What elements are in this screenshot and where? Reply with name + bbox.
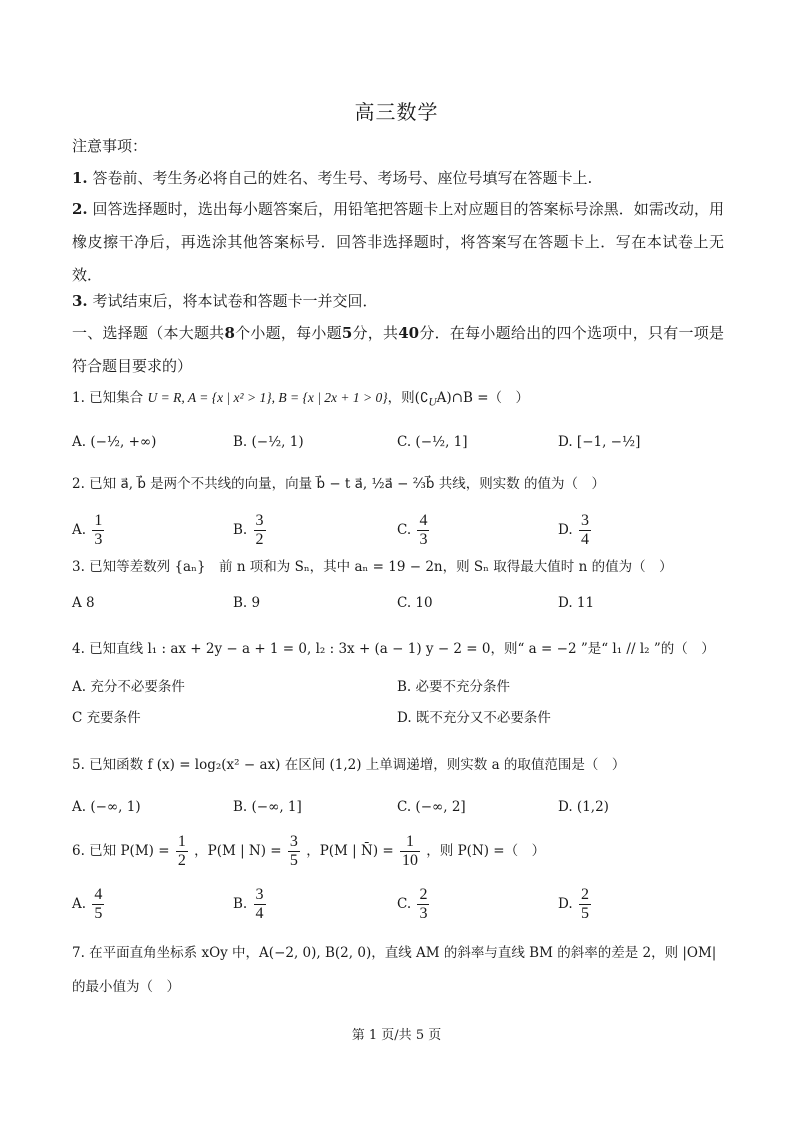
fraction xyxy=(92,886,104,923)
section-heading-lead: 一、选择题（本大题共 xyxy=(72,324,225,342)
question-3-option-a: A 8 xyxy=(72,595,95,611)
question-6 xyxy=(72,833,545,870)
question-7-line-2: 的最小值为（ ） xyxy=(72,979,180,995)
option-label: A. xyxy=(72,522,87,538)
fraction xyxy=(417,512,429,549)
option-label: B. xyxy=(233,896,248,912)
option-label: D. xyxy=(558,522,573,538)
question-6-stem-c: ，P(M | N̄) = xyxy=(306,843,394,859)
denominator: 5 xyxy=(580,905,589,922)
question-5-option-a: A. (−∞, 1) xyxy=(72,799,141,815)
question-2: 2. 已知 a⃗, b⃗ 是两个不共线的向量，向量 b⃗ − t a⃗, ½a⃗ − ⅔b⃗ 共线，则实数 的值为（ ） xyxy=(72,476,605,492)
question-1-option-a: A. (−½, +∞) xyxy=(72,434,157,450)
question-6-option-b xyxy=(233,886,268,923)
numerator: 3 xyxy=(255,512,264,529)
question-1 xyxy=(72,386,529,415)
question-5-option-b: B. (−∞, 1] xyxy=(233,799,302,815)
notice-item-2-number: 2. xyxy=(72,200,88,218)
numerator: 3 xyxy=(580,512,589,529)
section-points-each: 5 xyxy=(341,324,353,342)
question-4-option-b: B. 必要不充分条件 xyxy=(397,679,511,695)
question-3-option-d: D. 11 xyxy=(558,595,595,611)
question-2-option-b xyxy=(233,512,268,549)
notice-item-3 xyxy=(72,285,724,318)
notice-item-3-text: 考试结束后，将本试卷和答题卡一并交回． xyxy=(92,292,378,310)
section-heading-mid2: 分，共 xyxy=(352,324,399,342)
option-label: A. xyxy=(72,896,87,912)
section-heading-mid1: 个小题，每小题 xyxy=(234,324,342,342)
question-5-option-c: C. (−∞, 2] xyxy=(397,799,466,815)
notice-heading: 注意事项： xyxy=(72,137,148,155)
numerator: 2 xyxy=(580,886,589,903)
question-1-option-c: C. (−½, 1] xyxy=(397,434,468,450)
question-6-option-d xyxy=(558,886,593,923)
denominator: 3 xyxy=(94,531,103,548)
question-1-option-d: D. [−1, −½] xyxy=(558,434,641,450)
notice-item-3-number: 3. xyxy=(72,292,88,310)
question-2-option-d xyxy=(558,512,593,549)
question-6-stem-d: ，则 P(N) =（ ） xyxy=(426,843,546,859)
fraction xyxy=(254,512,266,549)
notice-item-2 xyxy=(72,193,724,292)
option-label: D. xyxy=(558,896,573,912)
denominator: 10 xyxy=(402,852,418,869)
question-5: 5. 已知函数 f (x) = log₂(x² − ax) 在区间 (1,2) 上单调递增，则实数 a 的取值范围是（ ） xyxy=(72,757,626,773)
question-2-option-c xyxy=(397,512,431,549)
denominator: 2 xyxy=(255,531,264,548)
question-4-option-c: C 充要条件 xyxy=(72,710,141,726)
notice-item-1-number: 1. xyxy=(72,169,88,187)
question-1-sub: U xyxy=(428,396,437,409)
question-1-math: U = R, A = {x | x² > 1}, B = {x | 2x + 1 > 0} xyxy=(147,390,388,405)
numerator: 3 xyxy=(255,886,264,903)
section-heading-tail: 分．在每小题给出的四个选项中，只有一项是符合题目要求的） xyxy=(72,324,724,375)
fraction xyxy=(288,833,300,870)
option-label: C. xyxy=(397,896,412,912)
denominator: 4 xyxy=(580,531,589,548)
section-1-heading xyxy=(72,317,724,383)
question-4-option-a: A. 充分不必要条件 xyxy=(72,679,185,695)
numerator: 1 xyxy=(400,833,420,852)
section-points-total: 40 xyxy=(398,324,420,342)
question-6-option-c xyxy=(397,886,431,923)
option-label: C. xyxy=(397,522,412,538)
question-6-option-a xyxy=(72,886,106,923)
question-1-stem: 1. 已知集合 xyxy=(72,390,144,406)
fraction xyxy=(579,886,591,923)
denominator: 5 xyxy=(94,905,103,922)
fraction xyxy=(400,833,420,870)
page-title: 高三数学 xyxy=(354,100,439,124)
denominator: 5 xyxy=(289,852,298,869)
page-footer: 第 1 页/共 5 页 xyxy=(351,1028,442,1043)
numerator: 4 xyxy=(419,512,428,529)
question-5-option-d: D. (1,2) xyxy=(558,799,609,815)
question-1-option-b: B. (−½, 1) xyxy=(233,434,304,450)
fraction xyxy=(417,886,429,923)
question-4: 4. 已知直线 l₁ : ax + 2y − a + 1 = 0, l₂ : 3x + (a − 1) y − 2 = 0，则“ a = −2 ”是“ l₁ // l₂ ”的（ ） xyxy=(72,641,715,657)
denominator: 4 xyxy=(255,905,264,922)
question-4-option-d: D. 既不充分又不必要条件 xyxy=(397,710,551,726)
denominator: 3 xyxy=(419,531,428,548)
question-3-option-b: B. 9 xyxy=(233,595,261,611)
fraction xyxy=(579,512,591,549)
question-1-tail: ，则(∁ xyxy=(387,390,429,406)
numerator: 4 xyxy=(94,886,103,903)
fraction xyxy=(92,512,104,549)
question-2-option-a xyxy=(72,512,106,549)
numerator: 3 xyxy=(289,833,298,850)
notice-item-2-text: 回答选择题时，选出每小题答案后，用铅笔把答题卡上对应题目的答案标号涂黑．如需改动，用橡皮擦干净后，再选涂其他答案标号．回答非选择题时，将答案写在答题卡上．写在本试卷上无效． xyxy=(72,200,724,284)
question-3: 3. 已知等差数列 {aₙ} 前 n 项和为 Sₙ，其中 aₙ = 19 − 2n，则 Sₙ 取得最大值时 n 的值为（ ） xyxy=(72,559,673,575)
section-question-count: 8 xyxy=(224,324,235,342)
numerator: 2 xyxy=(419,886,428,903)
fraction xyxy=(254,886,266,923)
notice-item-1 xyxy=(72,162,724,195)
fraction xyxy=(176,833,188,870)
numerator: 1 xyxy=(94,512,103,529)
numerator: 1 xyxy=(177,833,186,850)
question-6-stem-b: ，P(M | N) = xyxy=(194,843,282,859)
denominator: 2 xyxy=(177,852,186,869)
question-7-line-1: 7. 在平面直角坐标系 xOy 中，A(−2, 0), B(2, 0)，直线 AM 的斜率与直线 BM 的斜率的差是 2，则 |OM| xyxy=(72,945,717,961)
question-1-tail-2: A)∩B =（ ） xyxy=(436,390,530,406)
question-3-option-c: C. 10 xyxy=(397,595,433,611)
denominator: 3 xyxy=(419,905,428,922)
option-label: B. xyxy=(233,522,248,538)
notice-item-1-text: 答卷前、考生务必将自己的姓名、考生号、考场号、座位号填写在答题卡上. xyxy=(92,169,593,187)
question-6-stem: 6. 已知 P(M) = xyxy=(72,843,170,859)
